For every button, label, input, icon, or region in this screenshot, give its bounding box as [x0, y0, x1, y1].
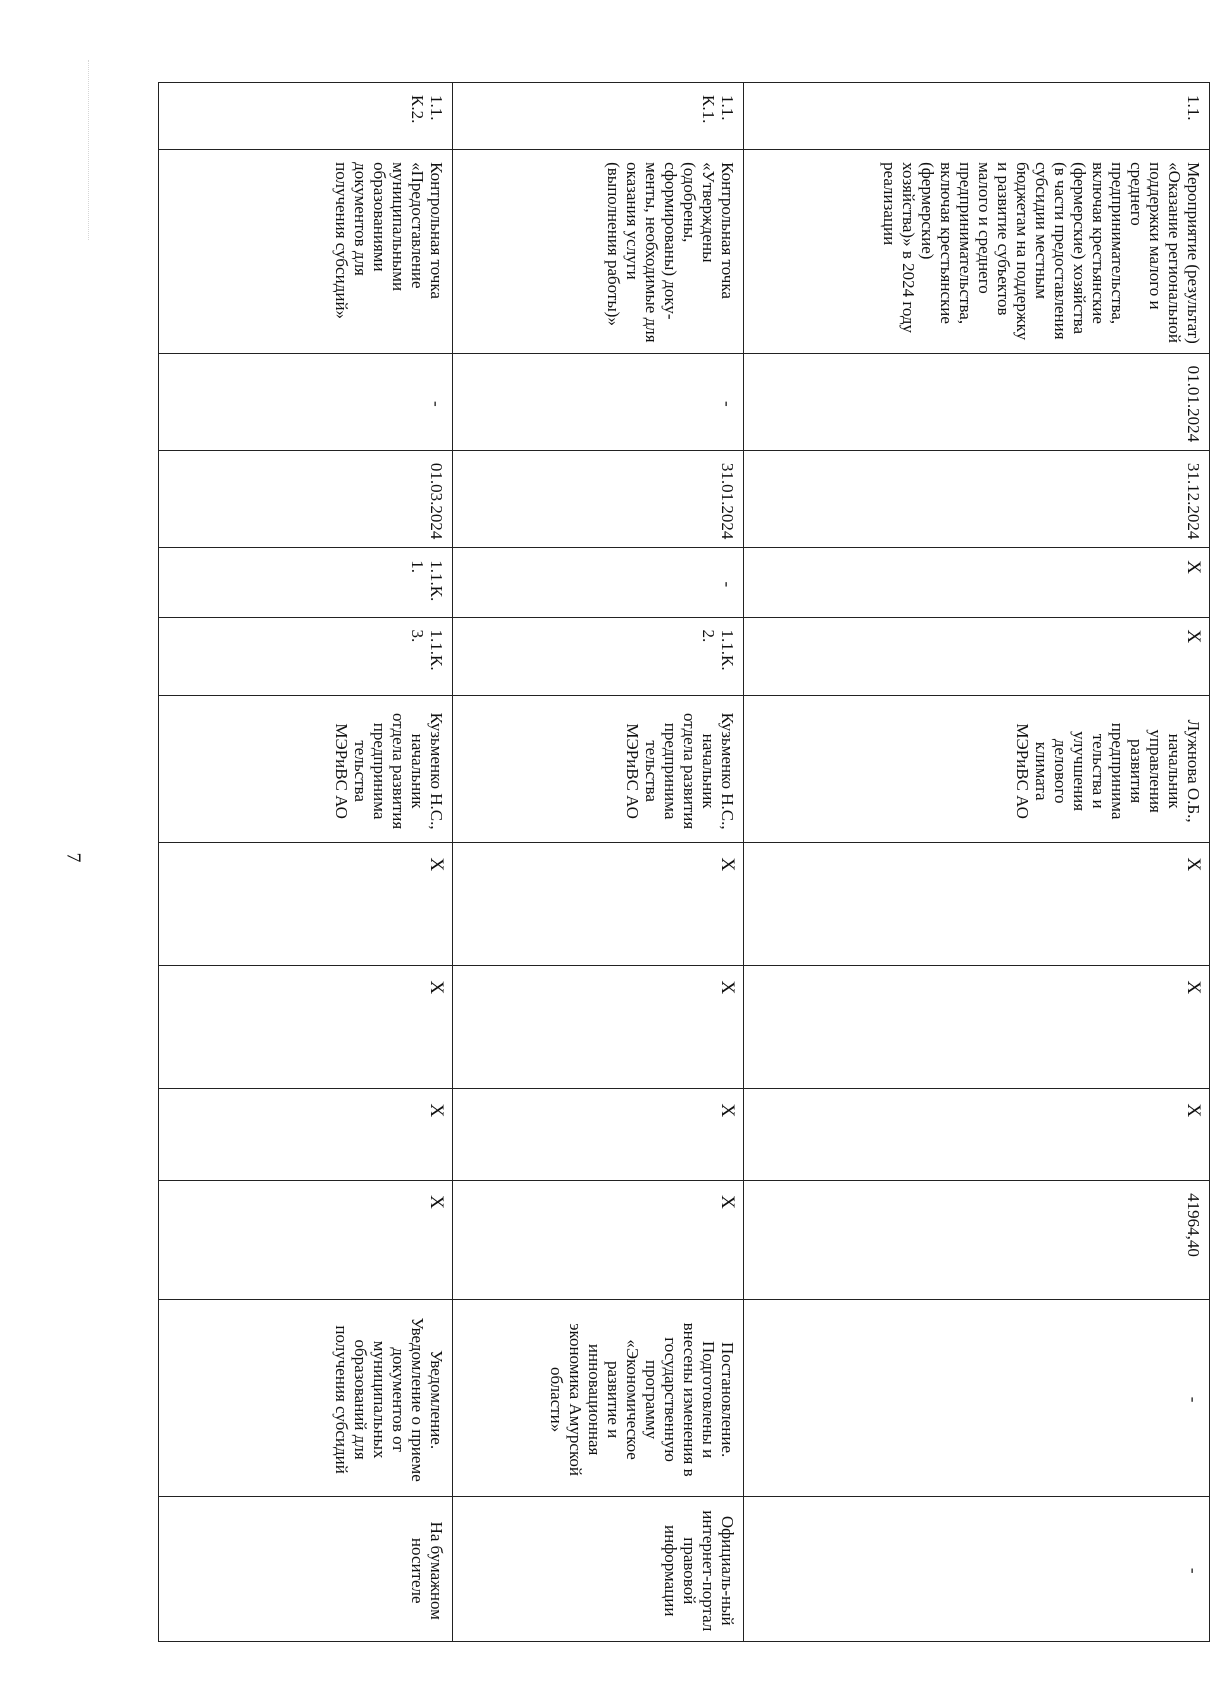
cell-col8: X: [159, 843, 453, 966]
responsible-person: Лужнова О.Б., начальник управления развития предпринима тельства и улучшения делового климата МЭРиВС АО: [744, 695, 1210, 843]
info-system: -: [744, 1496, 1210, 1641]
result-document: Уведомление. Уведомление о приеме документов от муниципальных образований для получения субсидий: [159, 1299, 453, 1496]
end-date: 31.01.2024: [453, 450, 744, 547]
row-number: 1.1. К.2.: [159, 83, 453, 150]
predecessor: X: [744, 548, 1210, 617]
info-system: Официаль-ный интернет-портал правовой информации: [453, 1496, 744, 1641]
page-number: 7: [62, 852, 85, 863]
predecessor: 1.1.К. 1.: [159, 548, 453, 617]
row-number: 1.1. К.1.: [453, 83, 744, 150]
row-number: 1.1.: [744, 83, 1210, 150]
result-document: Постановление. Подготовлены и внесены изменения в государственную программу «Экономическое развитие и инновационная экономика Амурской области»: [453, 1299, 744, 1496]
end-date: 31.12.2024: [744, 450, 1210, 547]
event-name: Контрольная точка «Утверждены (одобрены, сформированы) доку-менты, необходимые для оказания услуги (выполнения работы)»: [453, 150, 744, 354]
cell-col9: X: [453, 966, 744, 1089]
cell-funding: X: [159, 1181, 453, 1300]
cell-col8: X: [744, 843, 1210, 966]
plan-table: [158, 82, 1210, 1642]
cell-col8: X: [453, 843, 744, 966]
cell-col10: X: [453, 1089, 744, 1181]
start-date: -: [159, 353, 453, 450]
event-name: Мероприятие (результат) «Оказание региональной поддержки малого и среднего предпринимательства, включая крестьянские (фермерские) хозяйства (в части предоставления субсидии местным бюджетам на поддержку и развитие субъектов малого и среднего предпринимательства, включая крестьянские (фермерские) хозяйства)» в 2024 году реализации: [744, 150, 1210, 354]
cell-col10: X: [159, 1089, 453, 1181]
end-date: 01.03.2024: [159, 450, 453, 547]
successor: 1.1.К. 2.: [453, 617, 744, 695]
cell-col10: X: [744, 1089, 1210, 1181]
rotated-table-wrapper: [158, 82, 1210, 1642]
cell-col9: X: [159, 966, 453, 1089]
predecessor: -: [453, 548, 744, 617]
event-name: Контрольная точка «Предоставление муниципальными образованиями документов для получения субсидий»: [159, 150, 453, 354]
start-date: 01.01.2024: [744, 353, 1210, 450]
info-system: На бумажном носителе: [159, 1496, 453, 1641]
cell-funding: 41964,40: [744, 1181, 1210, 1300]
cell-col9: X: [744, 966, 1210, 1089]
successor: X: [744, 617, 1210, 695]
cell-funding: X: [453, 1181, 744, 1300]
scan-edge-marks: [88, 60, 91, 240]
successor: 1.1.К. 3.: [159, 617, 453, 695]
responsible-person: Кузьменко Н.С., начальник отдела развития предпринима тельства МЭРиВС АО: [453, 695, 744, 843]
start-date: -: [453, 353, 744, 450]
responsible-person: Кузьменко Н.С., начальник отдела развития предпринима тельства МЭРиВС АО: [159, 695, 453, 843]
table-row: [159, 83, 453, 1642]
table-row: [453, 83, 744, 1642]
table-row: [744, 83, 1210, 1642]
result-document: -: [744, 1299, 1210, 1496]
